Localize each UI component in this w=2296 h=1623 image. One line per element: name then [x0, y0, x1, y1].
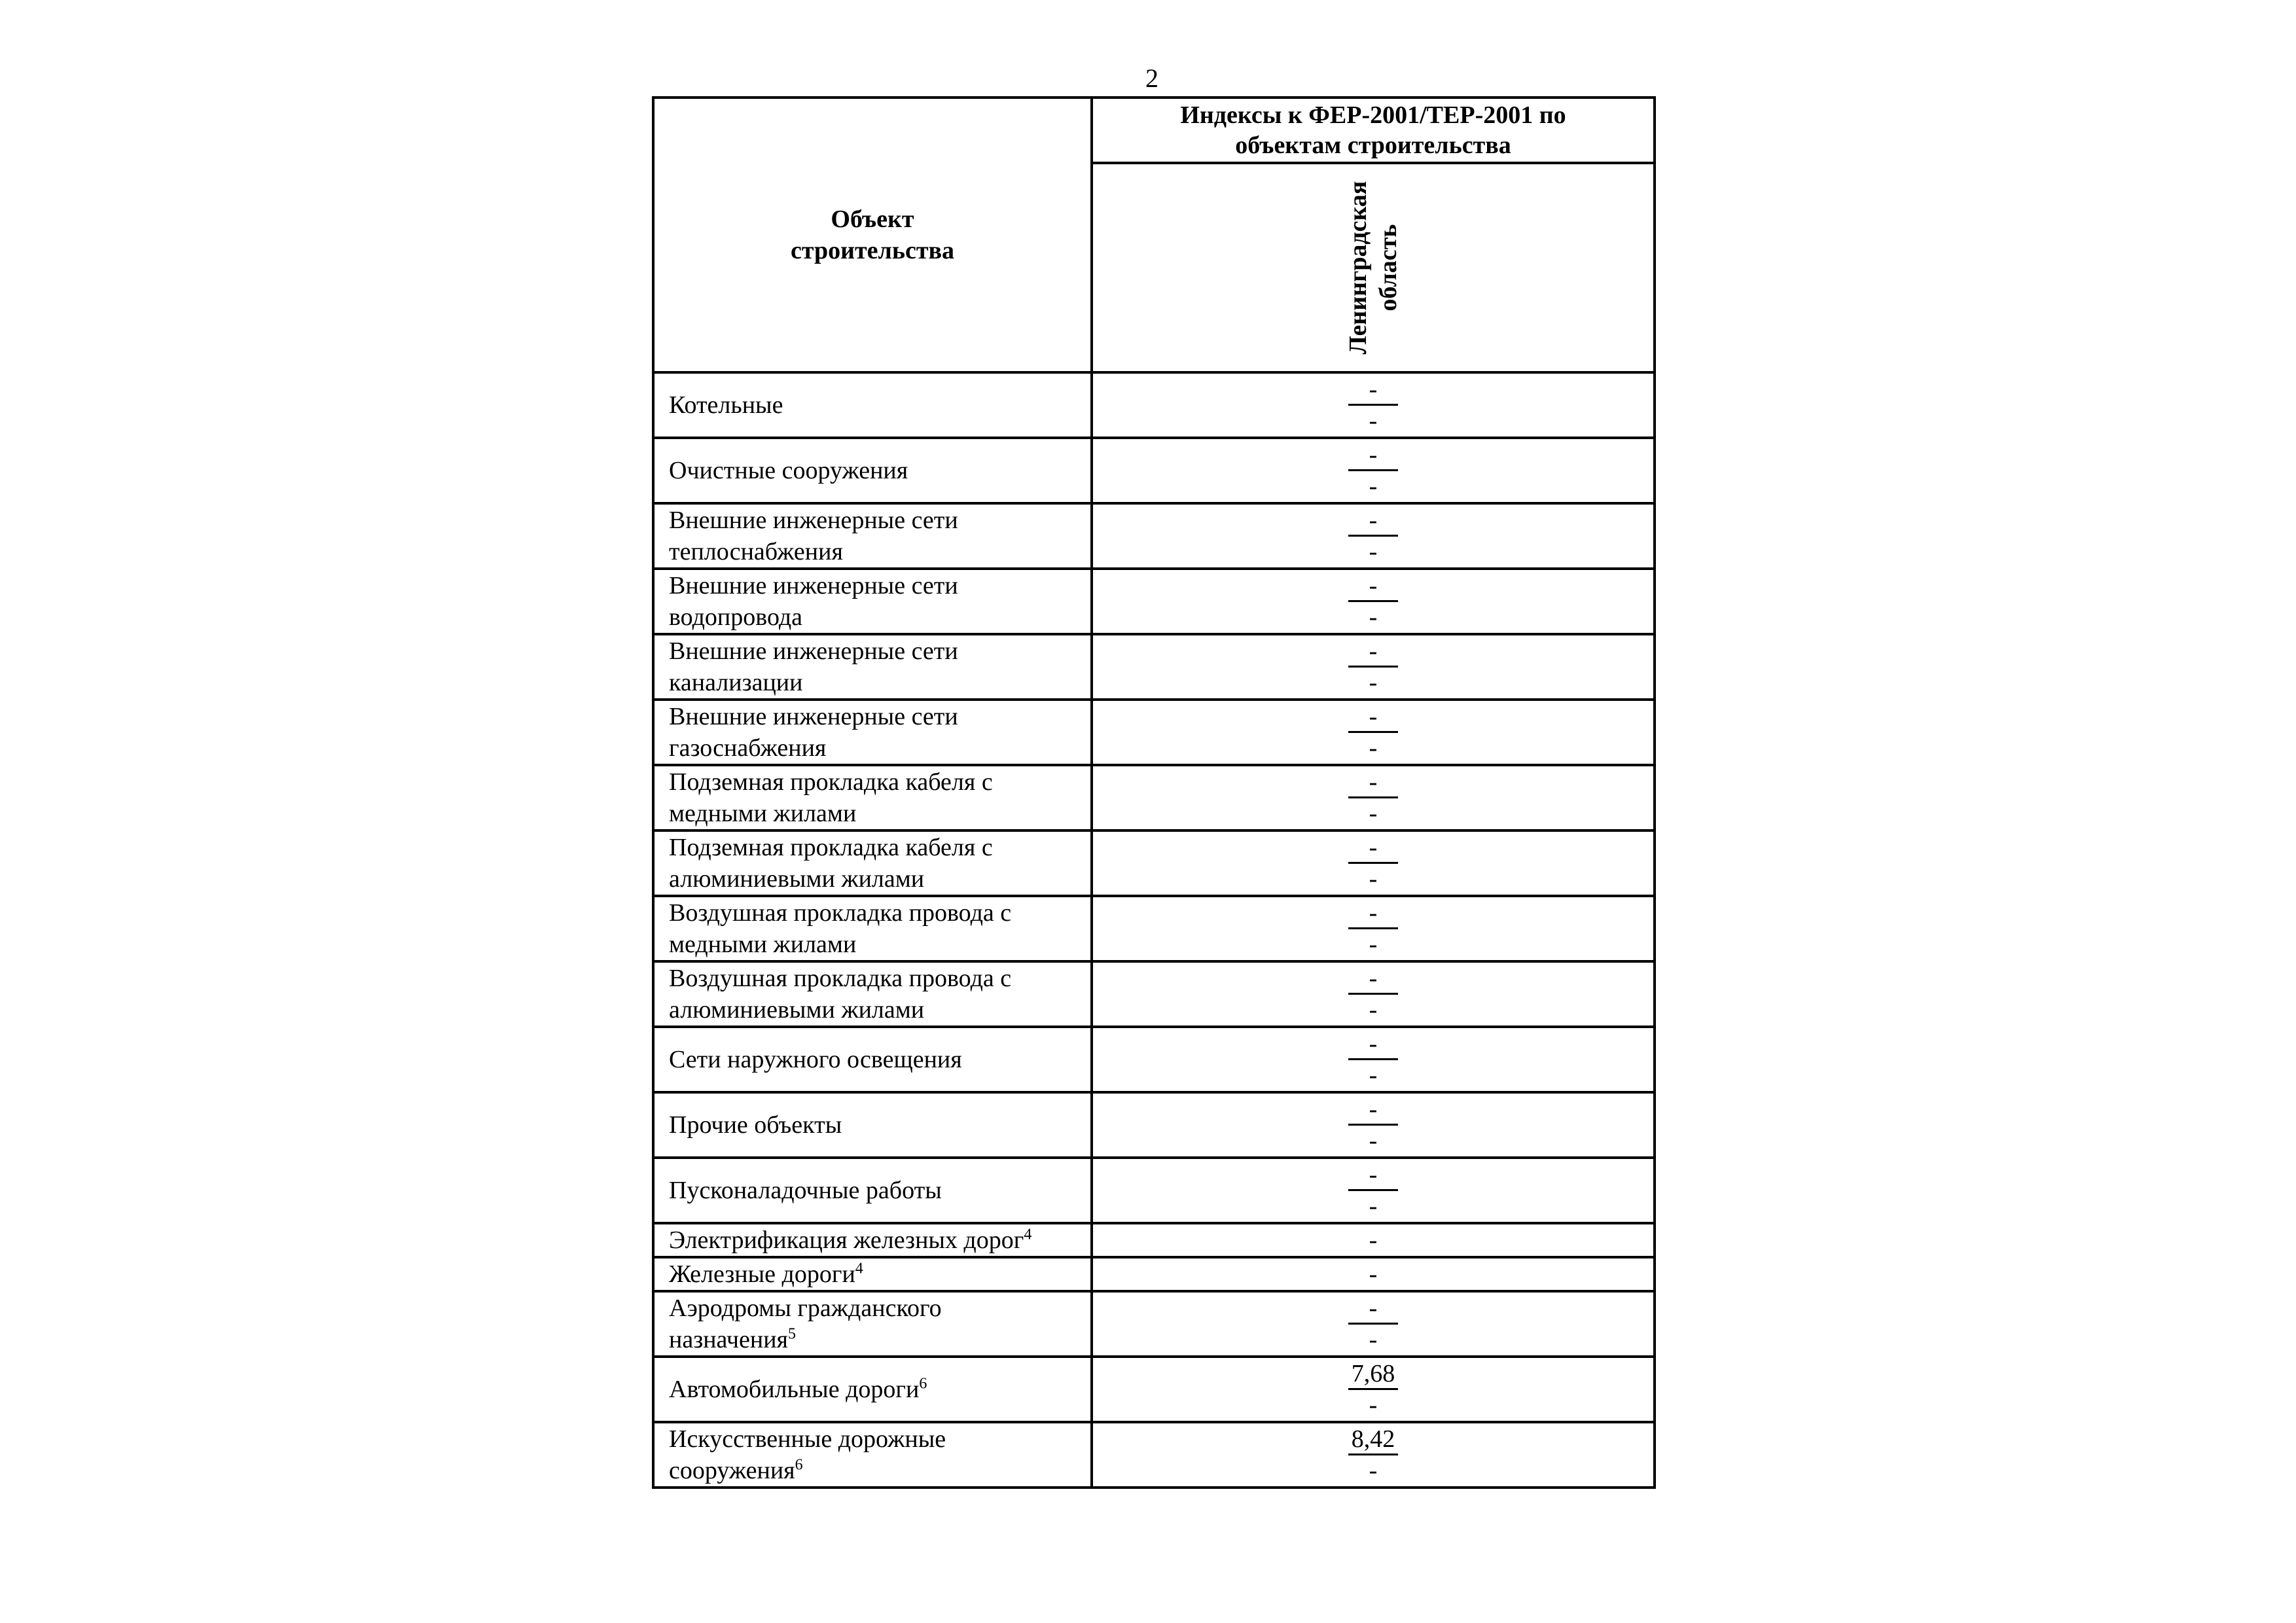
index-numerator: - — [1348, 1160, 1398, 1191]
index-fraction — [1348, 440, 1398, 501]
index-fraction — [1348, 702, 1398, 763]
index-fraction — [1348, 768, 1398, 829]
index-numerator: - — [1348, 571, 1398, 602]
table-row — [653, 1092, 1655, 1158]
object-name-line — [669, 929, 1085, 960]
object-name-line — [669, 1044, 1085, 1075]
index-value: - — [1369, 1226, 1378, 1254]
object-name-line — [669, 505, 1085, 536]
object-name-text: Внешние инженерные сети — [669, 572, 958, 599]
index-value-cell — [1092, 830, 1655, 896]
object-name-cell — [653, 1257, 1092, 1291]
object-name-line — [669, 1224, 1085, 1256]
footnote-marker: 4 — [855, 1260, 863, 1277]
header-object — [653, 98, 1092, 372]
object-name-text: Очистные сооружения — [669, 457, 908, 484]
index-denominator: - — [1369, 1192, 1378, 1220]
table-body — [653, 372, 1655, 1488]
object-name-line — [669, 570, 1085, 601]
table-row — [653, 1422, 1655, 1488]
object-name-text: алюминиевыми жилами — [669, 996, 925, 1024]
index-denominator: - — [1369, 1061, 1378, 1089]
index-denominator: - — [1369, 1325, 1378, 1353]
index-fraction — [1348, 964, 1398, 1025]
header-index — [1092, 98, 1655, 163]
object-name-text: Котельные — [669, 391, 783, 419]
object-name-text: алюминиевыми жилами — [669, 865, 925, 893]
table-row — [653, 1223, 1655, 1257]
index-value-cell — [1092, 1092, 1655, 1158]
object-name-line — [669, 1374, 1085, 1405]
object-name-text: Аэродромы гражданского — [669, 1294, 942, 1322]
object-name-cell — [653, 1223, 1092, 1257]
object-name-text: Прочие объекты — [669, 1111, 842, 1139]
table-row — [653, 961, 1655, 1027]
index-fraction — [1348, 637, 1398, 698]
header-region-line1: Ленинградская — [1344, 181, 1372, 355]
object-name-cell — [653, 1291, 1092, 1357]
table-row — [653, 765, 1655, 830]
index-fraction — [1348, 1095, 1398, 1156]
index-numerator: - — [1348, 637, 1398, 668]
index-value-cell — [1092, 1422, 1655, 1488]
object-name-line — [669, 832, 1085, 863]
object-name-cell — [653, 961, 1092, 1027]
object-name-line — [669, 1293, 1085, 1324]
object-name-text: водопровода — [669, 603, 803, 631]
object-name-line — [669, 635, 1085, 667]
footnote-marker: 6 — [919, 1375, 927, 1393]
object-name-cell — [653, 1027, 1092, 1092]
header-region-rotated — [1343, 166, 1403, 369]
index-numerator: - — [1348, 964, 1398, 995]
object-name-text: назначения — [669, 1326, 789, 1353]
object-name-cell — [653, 1357, 1092, 1422]
object-name-line — [669, 766, 1085, 798]
object-name-line — [669, 1423, 1085, 1455]
object-name-line — [669, 1109, 1085, 1141]
index-fraction — [1348, 1294, 1398, 1355]
index-numerator: - — [1348, 506, 1398, 537]
object-name-text: Воздушная прокладка провода с — [669, 965, 1012, 992]
object-name-text: Пусконаладочные работы — [669, 1177, 942, 1204]
object-name-text: Внешние инженерные сети — [669, 637, 958, 665]
object-name-line — [669, 963, 1085, 994]
table-row — [653, 503, 1655, 569]
object-name-line — [669, 732, 1085, 764]
object-name-cell — [653, 372, 1092, 438]
index-numerator: - — [1348, 440, 1398, 471]
object-name-line — [669, 863, 1085, 895]
header-index-line2: объектам строительства — [1235, 132, 1511, 159]
table-row — [653, 569, 1655, 634]
object-name-text: Подземная прокладка кабеля с — [669, 768, 993, 796]
table-row — [653, 372, 1655, 438]
object-name-line — [669, 1324, 1085, 1355]
footnote-marker: 5 — [788, 1325, 797, 1343]
index-numerator: 7,68 — [1348, 1359, 1398, 1390]
object-name-text: Электрификация железных дорог — [669, 1226, 1024, 1254]
table-row — [653, 1027, 1655, 1092]
header-region — [1092, 163, 1655, 372]
index-numerator: 8,42 — [1348, 1425, 1398, 1455]
object-name-line — [669, 601, 1085, 633]
object-name-text: Искусственные дорожные — [669, 1425, 946, 1453]
index-value-cell — [1092, 569, 1655, 634]
index-denominator: - — [1369, 668, 1378, 696]
index-value-cell — [1092, 634, 1655, 700]
index-fraction — [1348, 375, 1398, 436]
index-fraction — [1348, 899, 1398, 959]
object-name-line — [669, 994, 1085, 1026]
index-value-cell — [1092, 1357, 1655, 1422]
index-numerator: - — [1348, 702, 1398, 733]
index-denominator: - — [1369, 734, 1378, 762]
index-fraction — [1348, 1359, 1398, 1420]
object-name-cell — [653, 1158, 1092, 1223]
index-numerator: - — [1348, 1294, 1398, 1325]
index-denominator: - — [1369, 603, 1378, 631]
index-value-cell — [1092, 503, 1655, 569]
object-name-text: Сети наружного освещения — [669, 1046, 962, 1073]
object-name-cell — [653, 634, 1092, 700]
index-value-cell — [1092, 1257, 1655, 1291]
index-numerator: - — [1348, 375, 1398, 406]
construction-index-table — [652, 96, 1656, 1489]
index-value-cell — [1092, 896, 1655, 961]
table-row — [653, 634, 1655, 700]
object-name-text: Воздушная прокладка провода с — [669, 899, 1012, 927]
index-numerator: - — [1348, 768, 1398, 798]
object-name-cell — [653, 569, 1092, 634]
index-denominator: - — [1369, 865, 1378, 893]
object-name-cell — [653, 1092, 1092, 1158]
index-numerator: - — [1348, 1095, 1398, 1126]
table-row — [653, 1257, 1655, 1291]
index-fraction — [1348, 1029, 1398, 1090]
object-name-text: Подземная прокладка кабеля с — [669, 834, 993, 861]
table-row — [653, 1291, 1655, 1357]
index-fraction — [1348, 506, 1398, 567]
object-name-cell — [653, 896, 1092, 961]
table-row — [653, 700, 1655, 765]
index-denominator: - — [1369, 995, 1378, 1024]
index-value-cell — [1092, 961, 1655, 1027]
object-name-text: газоснабжения — [669, 734, 827, 762]
index-denominator: - — [1369, 406, 1378, 435]
object-name-cell — [653, 1422, 1092, 1488]
index-fraction — [1348, 1425, 1398, 1486]
object-name-text: Внешние инженерные сети — [669, 703, 958, 730]
header-index-line1: Индексы к ФЕР-2001/ТЕР-2001 по — [1180, 101, 1566, 129]
footnote-marker: 6 — [795, 1456, 803, 1474]
page-number: 2 — [1145, 63, 1158, 93]
object-name-line — [669, 667, 1085, 698]
index-value-cell — [1092, 438, 1655, 503]
index-denominator: - — [1369, 1126, 1378, 1154]
header-region-line2: область — [1374, 224, 1402, 312]
index-denominator: - — [1369, 537, 1378, 565]
object-name-text: теплоснабжения — [669, 538, 843, 565]
index-value: - — [1369, 1260, 1378, 1288]
table-header-row — [653, 98, 1655, 163]
header-object-line2: строительства — [790, 237, 955, 264]
table-row — [653, 896, 1655, 961]
object-name-cell — [653, 830, 1092, 896]
index-numerator: - — [1348, 899, 1398, 929]
object-name-text: сооружения — [669, 1457, 795, 1484]
object-name-text: медными жилами — [669, 800, 857, 827]
object-name-cell — [653, 503, 1092, 569]
index-fraction — [1348, 571, 1398, 632]
table-row — [653, 1357, 1655, 1422]
object-name-line — [669, 701, 1085, 732]
index-denominator: - — [1369, 1391, 1378, 1419]
index-value-cell — [1092, 765, 1655, 830]
object-name-line — [669, 536, 1085, 567]
object-name-text: Железные дороги — [669, 1260, 855, 1288]
table-row — [653, 1158, 1655, 1223]
table-row — [653, 830, 1655, 896]
index-denominator: - — [1369, 930, 1378, 958]
index-value-cell — [1092, 1027, 1655, 1092]
object-name-line — [669, 798, 1085, 829]
object-name-line — [669, 455, 1085, 486]
object-name-cell — [653, 438, 1092, 503]
object-name-text: Автомобильные дороги — [669, 1376, 920, 1403]
index-value-cell — [1092, 700, 1655, 765]
index-numerator: - — [1348, 1029, 1398, 1060]
index-value-cell — [1092, 1291, 1655, 1357]
object-name-text: медными жилами — [669, 931, 857, 958]
index-numerator: - — [1348, 833, 1398, 864]
object-name-text: Внешние инженерные сети — [669, 507, 958, 534]
index-denominator: - — [1369, 472, 1378, 500]
object-name-line — [669, 1455, 1085, 1486]
index-denominator: - — [1369, 799, 1378, 827]
object-name-cell — [653, 700, 1092, 765]
object-name-text: канализации — [669, 669, 803, 696]
index-fraction — [1348, 1160, 1398, 1221]
table-row — [653, 438, 1655, 503]
index-value-cell — [1092, 1223, 1655, 1257]
index-value-cell — [1092, 1158, 1655, 1223]
footnote-marker: 4 — [1024, 1226, 1032, 1243]
object-name-line — [669, 897, 1085, 929]
header-object-line1: Объект — [831, 205, 914, 233]
object-name-cell — [653, 765, 1092, 830]
index-fraction — [1348, 833, 1398, 894]
index-denominator: - — [1369, 1456, 1378, 1484]
object-name-line — [669, 389, 1085, 421]
object-name-line — [669, 1258, 1085, 1290]
object-name-line — [669, 1175, 1085, 1206]
index-value-cell — [1092, 372, 1655, 438]
